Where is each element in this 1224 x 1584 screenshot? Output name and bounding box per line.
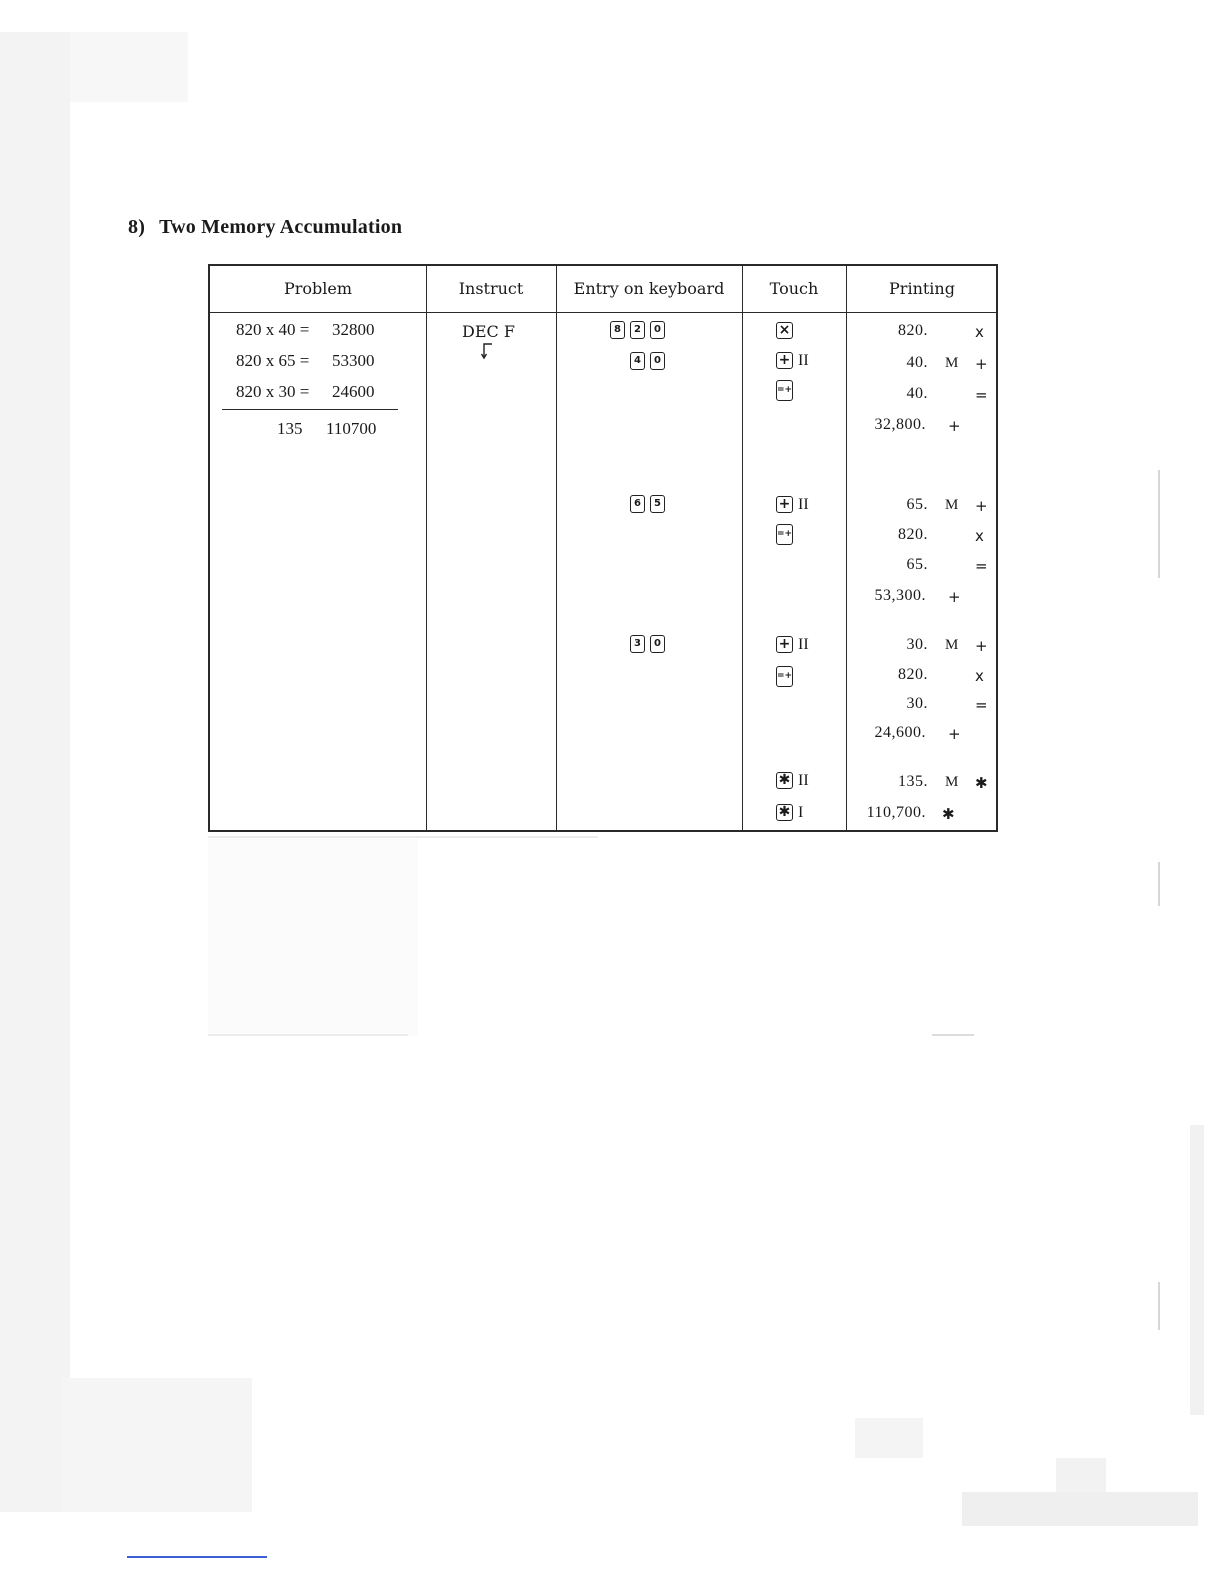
memory-label: II (798, 636, 809, 653)
print-value: 53,300. (874, 587, 926, 604)
keyboard-key: 6 (630, 495, 645, 513)
print-memory-flag: M (945, 497, 959, 513)
print-value: 110,700. (866, 804, 926, 821)
sum-underline (222, 409, 398, 410)
keyboard-key: 3 (630, 635, 645, 653)
keyboard-key: 8 (610, 321, 625, 339)
print-symbol: x (975, 667, 984, 685)
column-divider (426, 266, 427, 830)
section-heading (128, 216, 402, 239)
plus-key-icon: + (776, 352, 793, 369)
print-symbol: + (975, 637, 988, 655)
problem-expression: 820 x 65 = (236, 351, 310, 370)
total-multiplier: 135 (277, 419, 303, 438)
print-symbol: + (975, 497, 988, 515)
column-divider (846, 266, 847, 830)
two-memory-table (208, 264, 998, 832)
header-touch: Touch (769, 279, 819, 298)
scan-bottom-right-shadow (962, 1492, 1198, 1526)
memory-label: II (798, 496, 809, 513)
keyboard-key: 0 (650, 352, 665, 370)
header-entry-on-keyboard: Entry on keyboard (573, 279, 725, 298)
memory-label: I (798, 804, 804, 821)
print-value: 24,600. (874, 724, 926, 741)
bleed-through-line (932, 1034, 974, 1036)
scan-bottom-shadow (62, 1378, 252, 1512)
print-symbol: ✱ (942, 805, 955, 823)
section-title: Two Memory Accumulation (159, 216, 403, 238)
print-symbol: = (975, 386, 988, 404)
keyboard-key: 2 (630, 321, 645, 339)
print-value: 820. (898, 666, 928, 683)
footer-underline (127, 1556, 267, 1558)
problem-result: 32800 (332, 320, 375, 339)
instruct-text: DEC F (462, 322, 515, 341)
header-divider (210, 312, 996, 313)
print-symbol: x (975, 527, 984, 545)
print-value: 65. (906, 556, 928, 573)
keyboard-key: 0 (650, 635, 665, 653)
print-value: 135. (898, 773, 928, 790)
problem-result: 53300 (332, 351, 375, 370)
scan-edge-line (1158, 862, 1160, 906)
scan-edge-line (1158, 1282, 1160, 1330)
scan-corner-shadow (70, 32, 188, 102)
print-symbol: + (948, 417, 961, 435)
scan-edge-line (1158, 470, 1160, 578)
print-value: 820. (898, 322, 928, 339)
print-symbol: + (975, 355, 988, 373)
plus-key-icon: + (776, 496, 793, 513)
problem-result: 24600 (332, 382, 375, 401)
print-value: 65. (906, 496, 928, 513)
print-value: 40. (906, 354, 928, 371)
header-problem: Problem (283, 279, 353, 298)
equal-plus-key-icon: =+ (776, 380, 793, 401)
print-symbol: + (948, 725, 961, 743)
scan-right-shadow (1190, 1125, 1204, 1415)
bleed-through-line (208, 836, 598, 838)
print-value: 820. (898, 526, 928, 543)
star-key-icon: ✱ (776, 772, 793, 789)
print-value: 40. (906, 385, 928, 402)
problem-row (236, 320, 375, 340)
problem-expression: 820 x 40 = (236, 320, 310, 339)
column-divider (742, 266, 743, 830)
problem-row (236, 382, 375, 402)
print-memory-flag: M (945, 637, 959, 653)
scan-margin-shadow (0, 32, 70, 1512)
print-symbol: + (948, 588, 961, 606)
header-printing: Printing (889, 279, 955, 298)
print-symbol: ✱ (975, 774, 988, 792)
scan-bottom-right-shadow (855, 1418, 923, 1458)
plus-key-icon: + (776, 636, 793, 653)
problem-row (236, 351, 375, 371)
bleed-through-ghost (208, 836, 418, 1036)
scan-bottom-right-shadow (1056, 1458, 1106, 1492)
print-symbol: = (975, 557, 988, 575)
print-value: 32,800. (874, 416, 926, 433)
multiply-key-icon: × (776, 322, 793, 339)
print-value: 30. (906, 636, 928, 653)
keyboard-key: 0 (650, 321, 665, 339)
column-divider (556, 266, 557, 830)
star-key-icon: ✱ (776, 804, 793, 821)
print-value: 30. (906, 695, 928, 712)
down-left-arrow-icon (480, 342, 494, 360)
print-symbol: = (975, 696, 988, 714)
print-symbol: x (975, 323, 984, 341)
equal-plus-key-icon: =+ (776, 666, 793, 687)
total-result: 110700 (326, 419, 377, 438)
keyboard-key: 4 (630, 352, 645, 370)
problem-expression: 820 x 30 = (236, 382, 310, 401)
memory-label: II (798, 352, 809, 369)
equal-plus-key-icon: =+ (776, 524, 793, 545)
print-memory-flag: M (945, 355, 959, 371)
header-instruct: Instruct (458, 279, 524, 298)
print-memory-flag: M (945, 774, 959, 790)
bleed-through-line (208, 1034, 408, 1036)
section-number: 8) (128, 216, 146, 238)
memory-label: II (798, 772, 809, 789)
keyboard-key: 5 (650, 495, 665, 513)
